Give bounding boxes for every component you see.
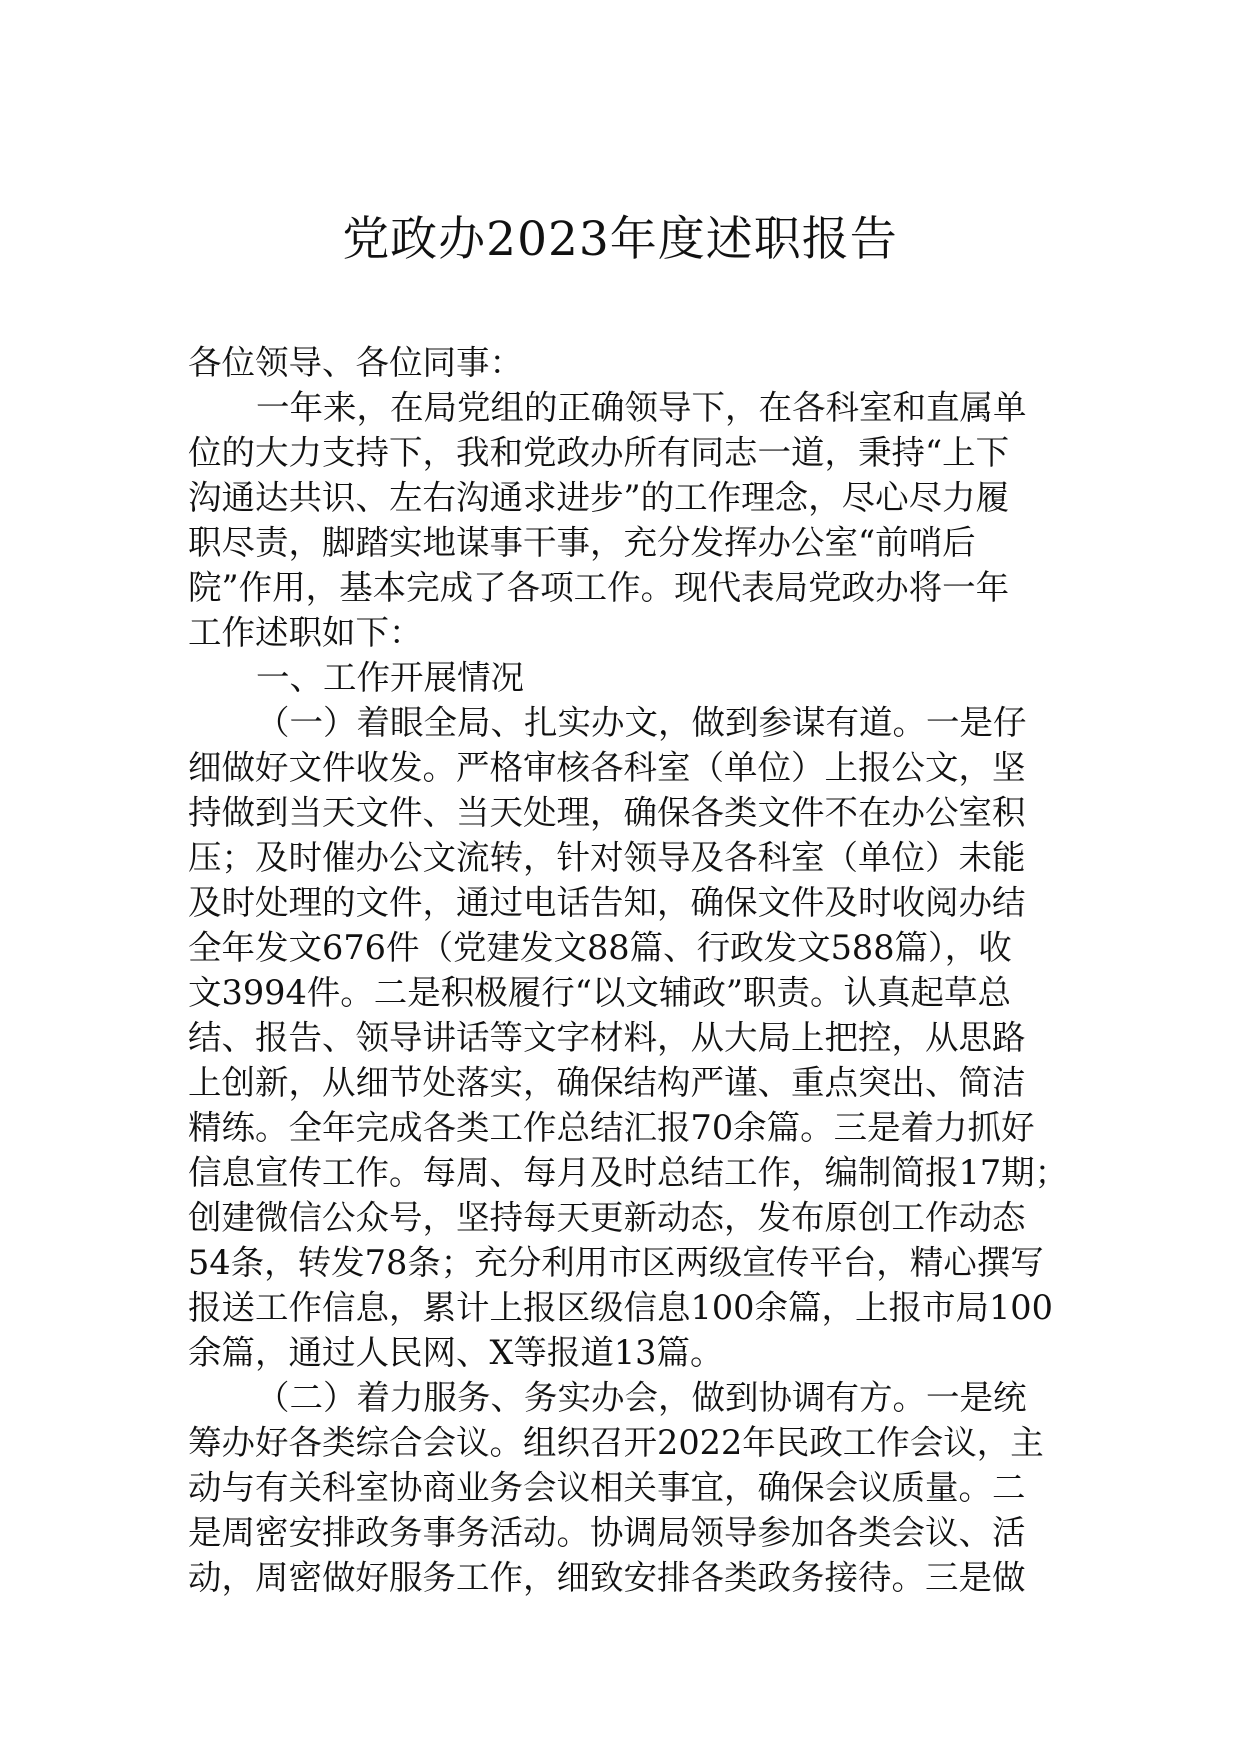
document-title: 党政办2023年度述职报告	[342, 212, 898, 267]
body-text-line: 54条，转发78条；充分利用市区两级宣传平台，精心撰写	[188, 1243, 1044, 1282]
body-text-line: 精练。全年完成各类工作总结汇报70余篇。三是着力抓好	[188, 1108, 1035, 1147]
body-text-line: 动与有关科室协商业务会议相关事宜，确保会议质量。二	[188, 1468, 1026, 1507]
body-text-line: 工作述职如下：	[188, 613, 423, 652]
document-body	[188, 340, 1069, 1600]
body-text-line: 上创新，从细节处落实，确保结构严谨、重点突出、简洁	[188, 1063, 1026, 1102]
body-text-line: 余篇，通过人民网、X等报道13篇。	[188, 1333, 724, 1372]
body-text-line: 动，周密做好服务工作，细致安排各类政务接待。三是做	[188, 1558, 1026, 1597]
body-text-line: 细做好文件收发。严格审核各科室（单位）上报公文，坚	[188, 748, 1026, 787]
body-text-line: 院”作用，基本完成了各项工作。现代表局党政办将一年	[188, 568, 1010, 607]
body-text-line: 沟通达共识、左右沟通求进步”的工作理念，尽心尽力履	[188, 478, 1010, 517]
body-text-line: 全年发文676件（党建发文88篇、行政发文588篇），收	[188, 928, 1012, 967]
body-text-line: 各位领导、各位同事：	[188, 343, 523, 382]
body-text-line: 压；及时催办公文流转，针对领导及各科室（单位）未能	[188, 838, 1026, 877]
body-text-line: 是周密安排政务事务活动。协调局领导参加各类会议、活	[188, 1513, 1026, 1552]
body-text-line: 信息宣传工作。每周、每月及时总结工作，编制简报17期；	[188, 1153, 1069, 1192]
body-text-line: 一、工作开展情况	[256, 658, 524, 697]
body-text-line: 结、报告、领导讲话等文字材料，从大局上把控，从思路	[188, 1018, 1026, 1057]
body-text-line: 职尽责，脚踏实地谋事干事，充分发挥办公室“前哨后	[188, 523, 976, 562]
body-text-line: 文3994件。二是积极履行“以文辅政”职责。认真起草总	[188, 973, 1012, 1012]
body-text-line: （一）着眼全局、扎实办文，做到参谋有道。一是仔	[256, 703, 1027, 742]
body-text-line: 报送工作信息，累计上报区级信息100余篇，上报市局100	[188, 1288, 1053, 1327]
body-text-line: 持做到当天文件、当天处理，确保各类文件不在办公室积	[188, 793, 1026, 832]
body-text-line: （二）着力服务、务实办会，做到协调有方。一是统	[256, 1378, 1027, 1417]
body-text-line: 一年来，在局党组的正确领导下，在各科室和直属单	[256, 388, 1027, 427]
body-text-line: 及时处理的文件，通过电话告知，确保文件及时收阅办结	[188, 883, 1026, 922]
body-text-line: 位的大力支持下，我和党政办所有同志一道，秉持“上下	[188, 433, 1010, 472]
body-text-line: 筹办好各类综合会议。组织召开2022年民政工作会议，主	[188, 1423, 1044, 1462]
body-text-line: 创建微信公众号，坚持每天更新动态，发布原创工作动态	[188, 1198, 1026, 1237]
